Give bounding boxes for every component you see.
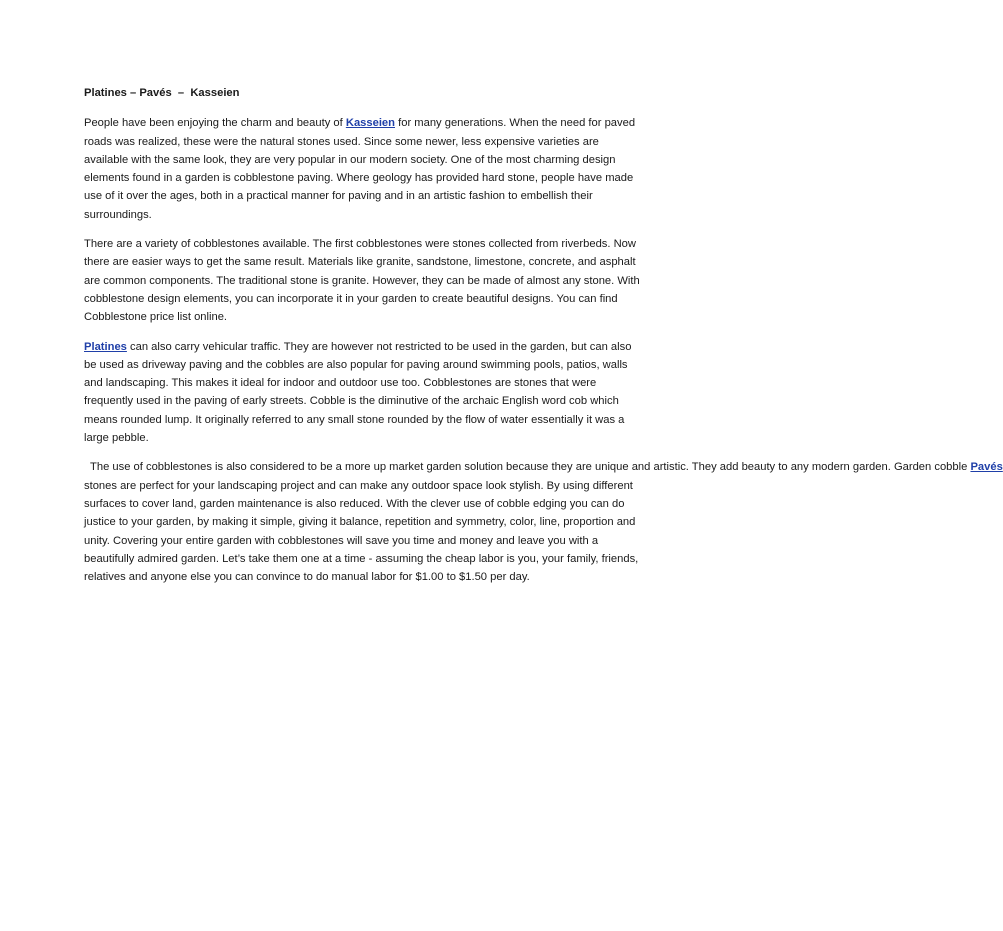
paragraph-1-text-start: People have been enjoying the charm and beauty of [84, 117, 346, 130]
paragraph-1-text-end: for many generations. When the need for paved roads was realized, these were the natural stones used. Since some newer, less expensive varieties are available with the same look, they are very popular in our modern society. One of the most charming design elements found in a garden is cobblestone paving. Where geology has provided hard stone, people have made use of it over the ages, both in a practical manner for paving and in an artistic fashion to embellish their surroundings. [84, 117, 636, 221]
paragraph-2: There are a variety of cobblestones available. The first cobblestones were stones collected from riverbeds. Now there are easier ways to get the same result. Materials like granite, sandstone, limestone, concrete, and asphalt are common components. The traditional stone is granite. However, they can be made of almost any stone. With cobblestone design elements, you can incorporate it in your garden to create beautiful designs. You can find Cobblestone price list online. [84, 238, 640, 324]
paragraph-3-text-end: can also carry vehicular traffic. They are however not restricted to be used in the garden, but can also be used as driveway paving and the cobbles are also popular for paving around swimming pools, patios, walls and landscaping. This makes it ideal for indoor and outdoor use too. Cobblestones are stones that were frequently used in the paving of early streets. Cobble is the diminutive of the archaic English word cob which means rounded lump. It originally referred to any small stone rounded by the flow of water essentially it was a large pebble. [84, 340, 632, 445]
paragraph-4-text-start: The use of cobblestones is also considered to be a more up market garden solution because they are unique and artistic. They add beauty to any modern garden. Garden cobble [84, 461, 971, 474]
paragraph-4-text-end: stones are perfect for your landscaping project and can make any outdoor space look stylish. By using different surfaces to cover land, garden maintenance is also reduced. With the clever use of cobble edging you can do justice to your garden, by making it simple, giving it balance, repetition and symmetry, color, line, proportion and unity. Covering your entire garden with cobblestones will save you time and money and leave you with a beautifully admired garden. Let’s take them one at a time - assuming the cheap labor is you, your family, friends, relatives and anyone else you can convince to do manual labor for $1.00 to $1.50 per day. [84, 479, 639, 584]
document-page [84, 84, 1003, 597]
platines-link[interactable]: Platines [84, 340, 127, 353]
paragraph-4 [84, 458, 1003, 586]
paves-link[interactable]: Pavés [970, 461, 1003, 474]
kasseien-link[interactable]: Kasseien [345, 117, 395, 130]
document-title: Platines – Pavés – Kasseien [84, 87, 240, 99]
paragraph-3 [84, 338, 640, 448]
paragraph-1 [84, 114, 640, 224]
